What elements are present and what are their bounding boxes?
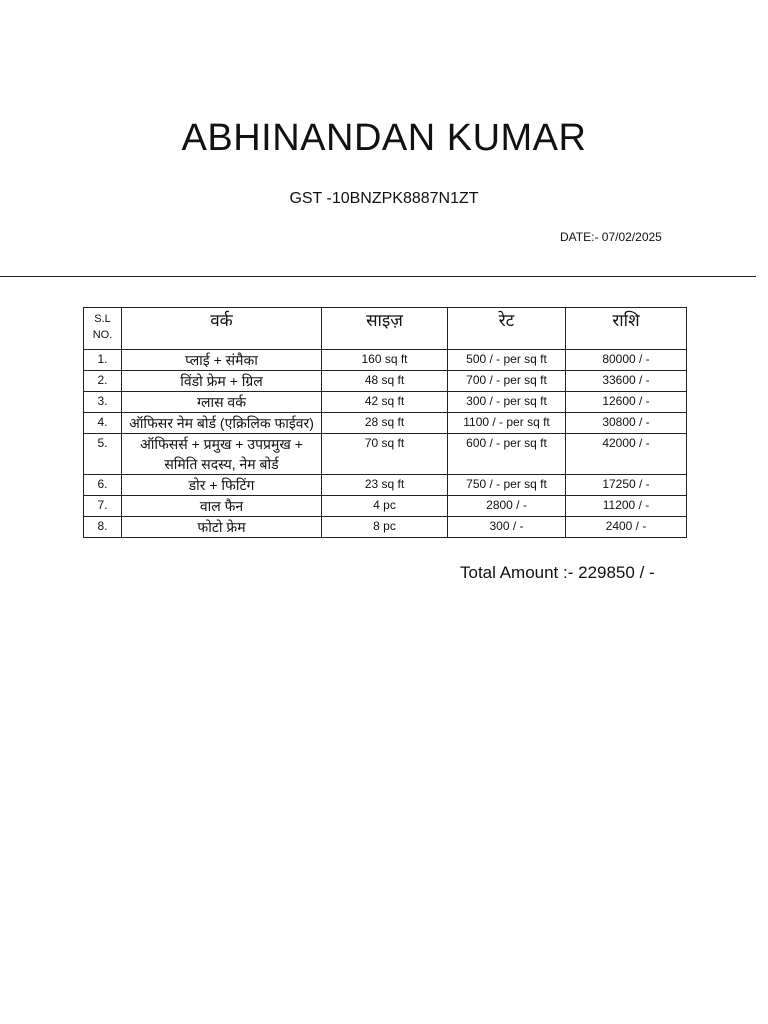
- row-sl: 7.: [84, 496, 122, 517]
- row-size: 8 pc: [322, 517, 448, 538]
- row-work: ऑफिसर्स + प्रमुख + उपप्रमुख + समिति सदस्य, नेम बोर्ड: [122, 434, 322, 475]
- row-amount: 11200 / -: [566, 496, 687, 517]
- row-amount: 12600 / -: [566, 392, 687, 413]
- row-rate: 750 / - per sq ft: [448, 475, 566, 496]
- row-work: ग्लास वर्क: [122, 392, 322, 413]
- table-row: [84, 434, 687, 475]
- row-work: ऑफिसर नेम बोर्ड (एक्रिलिक फाईवर): [122, 413, 322, 434]
- table-row: [84, 475, 687, 496]
- column-header-size: साइज़: [322, 308, 448, 350]
- row-rate: 1100 / - per sq ft: [448, 413, 566, 434]
- row-work: विंडो फ्रेम + ग्रिल: [122, 371, 322, 392]
- row-size: 4 pc: [322, 496, 448, 517]
- table-row: [84, 371, 687, 392]
- row-sl: 4.: [84, 413, 122, 434]
- table-row: [84, 517, 687, 538]
- row-size: 23 sq ft: [322, 475, 448, 496]
- row-amount: 2400 / -: [566, 517, 687, 538]
- table-row: [84, 413, 687, 434]
- column-header-amount: राशि: [566, 308, 687, 350]
- column-header-sl-no: S.L NO.: [84, 308, 122, 350]
- row-rate: 300 / - per sq ft: [448, 392, 566, 413]
- table-row: [84, 392, 687, 413]
- invoice-date: DATE:- 07/02/2025: [560, 230, 662, 244]
- row-sl: 8.: [84, 517, 122, 538]
- row-sl: 1.: [84, 350, 122, 371]
- table-row: [84, 350, 687, 371]
- row-amount: 17250 / -: [566, 475, 687, 496]
- row-size: 48 sq ft: [322, 371, 448, 392]
- row-sl: 5.: [84, 434, 122, 475]
- row-size: 70 sq ft: [322, 434, 448, 475]
- row-amount: 30800 / -: [566, 413, 687, 434]
- row-size: 160 sq ft: [322, 350, 448, 371]
- row-rate: 2800 / -: [448, 496, 566, 517]
- items-table: [83, 307, 687, 538]
- row-size: 28 sq ft: [322, 413, 448, 434]
- row-rate: 500 / - per sq ft: [448, 350, 566, 371]
- row-amount: 80000 / -: [566, 350, 687, 371]
- row-work: वाल फैन: [122, 496, 322, 517]
- row-work: फोटो फ्रेम: [122, 517, 322, 538]
- document-title: ABHINANDAN KUMAR: [181, 117, 587, 159]
- row-sl: 6.: [84, 475, 122, 496]
- row-sl: 3.: [84, 392, 122, 413]
- total-amount: Total Amount :- 229850 / -: [460, 563, 655, 582]
- table-row: [84, 496, 687, 517]
- row-work: डोर + फिटिंग: [122, 475, 322, 496]
- column-header-rate: रेट: [448, 308, 566, 350]
- row-size: 42 sq ft: [322, 392, 448, 413]
- table-header-row: [84, 308, 687, 350]
- header-divider: [0, 276, 756, 277]
- column-header-work: वर्क: [122, 308, 322, 350]
- row-rate: 700 / - per sq ft: [448, 371, 566, 392]
- row-rate: 600 / - per sq ft: [448, 434, 566, 475]
- row-sl: 2.: [84, 371, 122, 392]
- row-work: प्लाई + संमैका: [122, 350, 322, 371]
- row-amount: 33600 / -: [566, 371, 687, 392]
- gst-number: GST -10BNZPK8887N1ZT: [289, 190, 479, 207]
- row-amount: 42000 / -: [566, 434, 687, 475]
- row-rate: 300 / -: [448, 517, 566, 538]
